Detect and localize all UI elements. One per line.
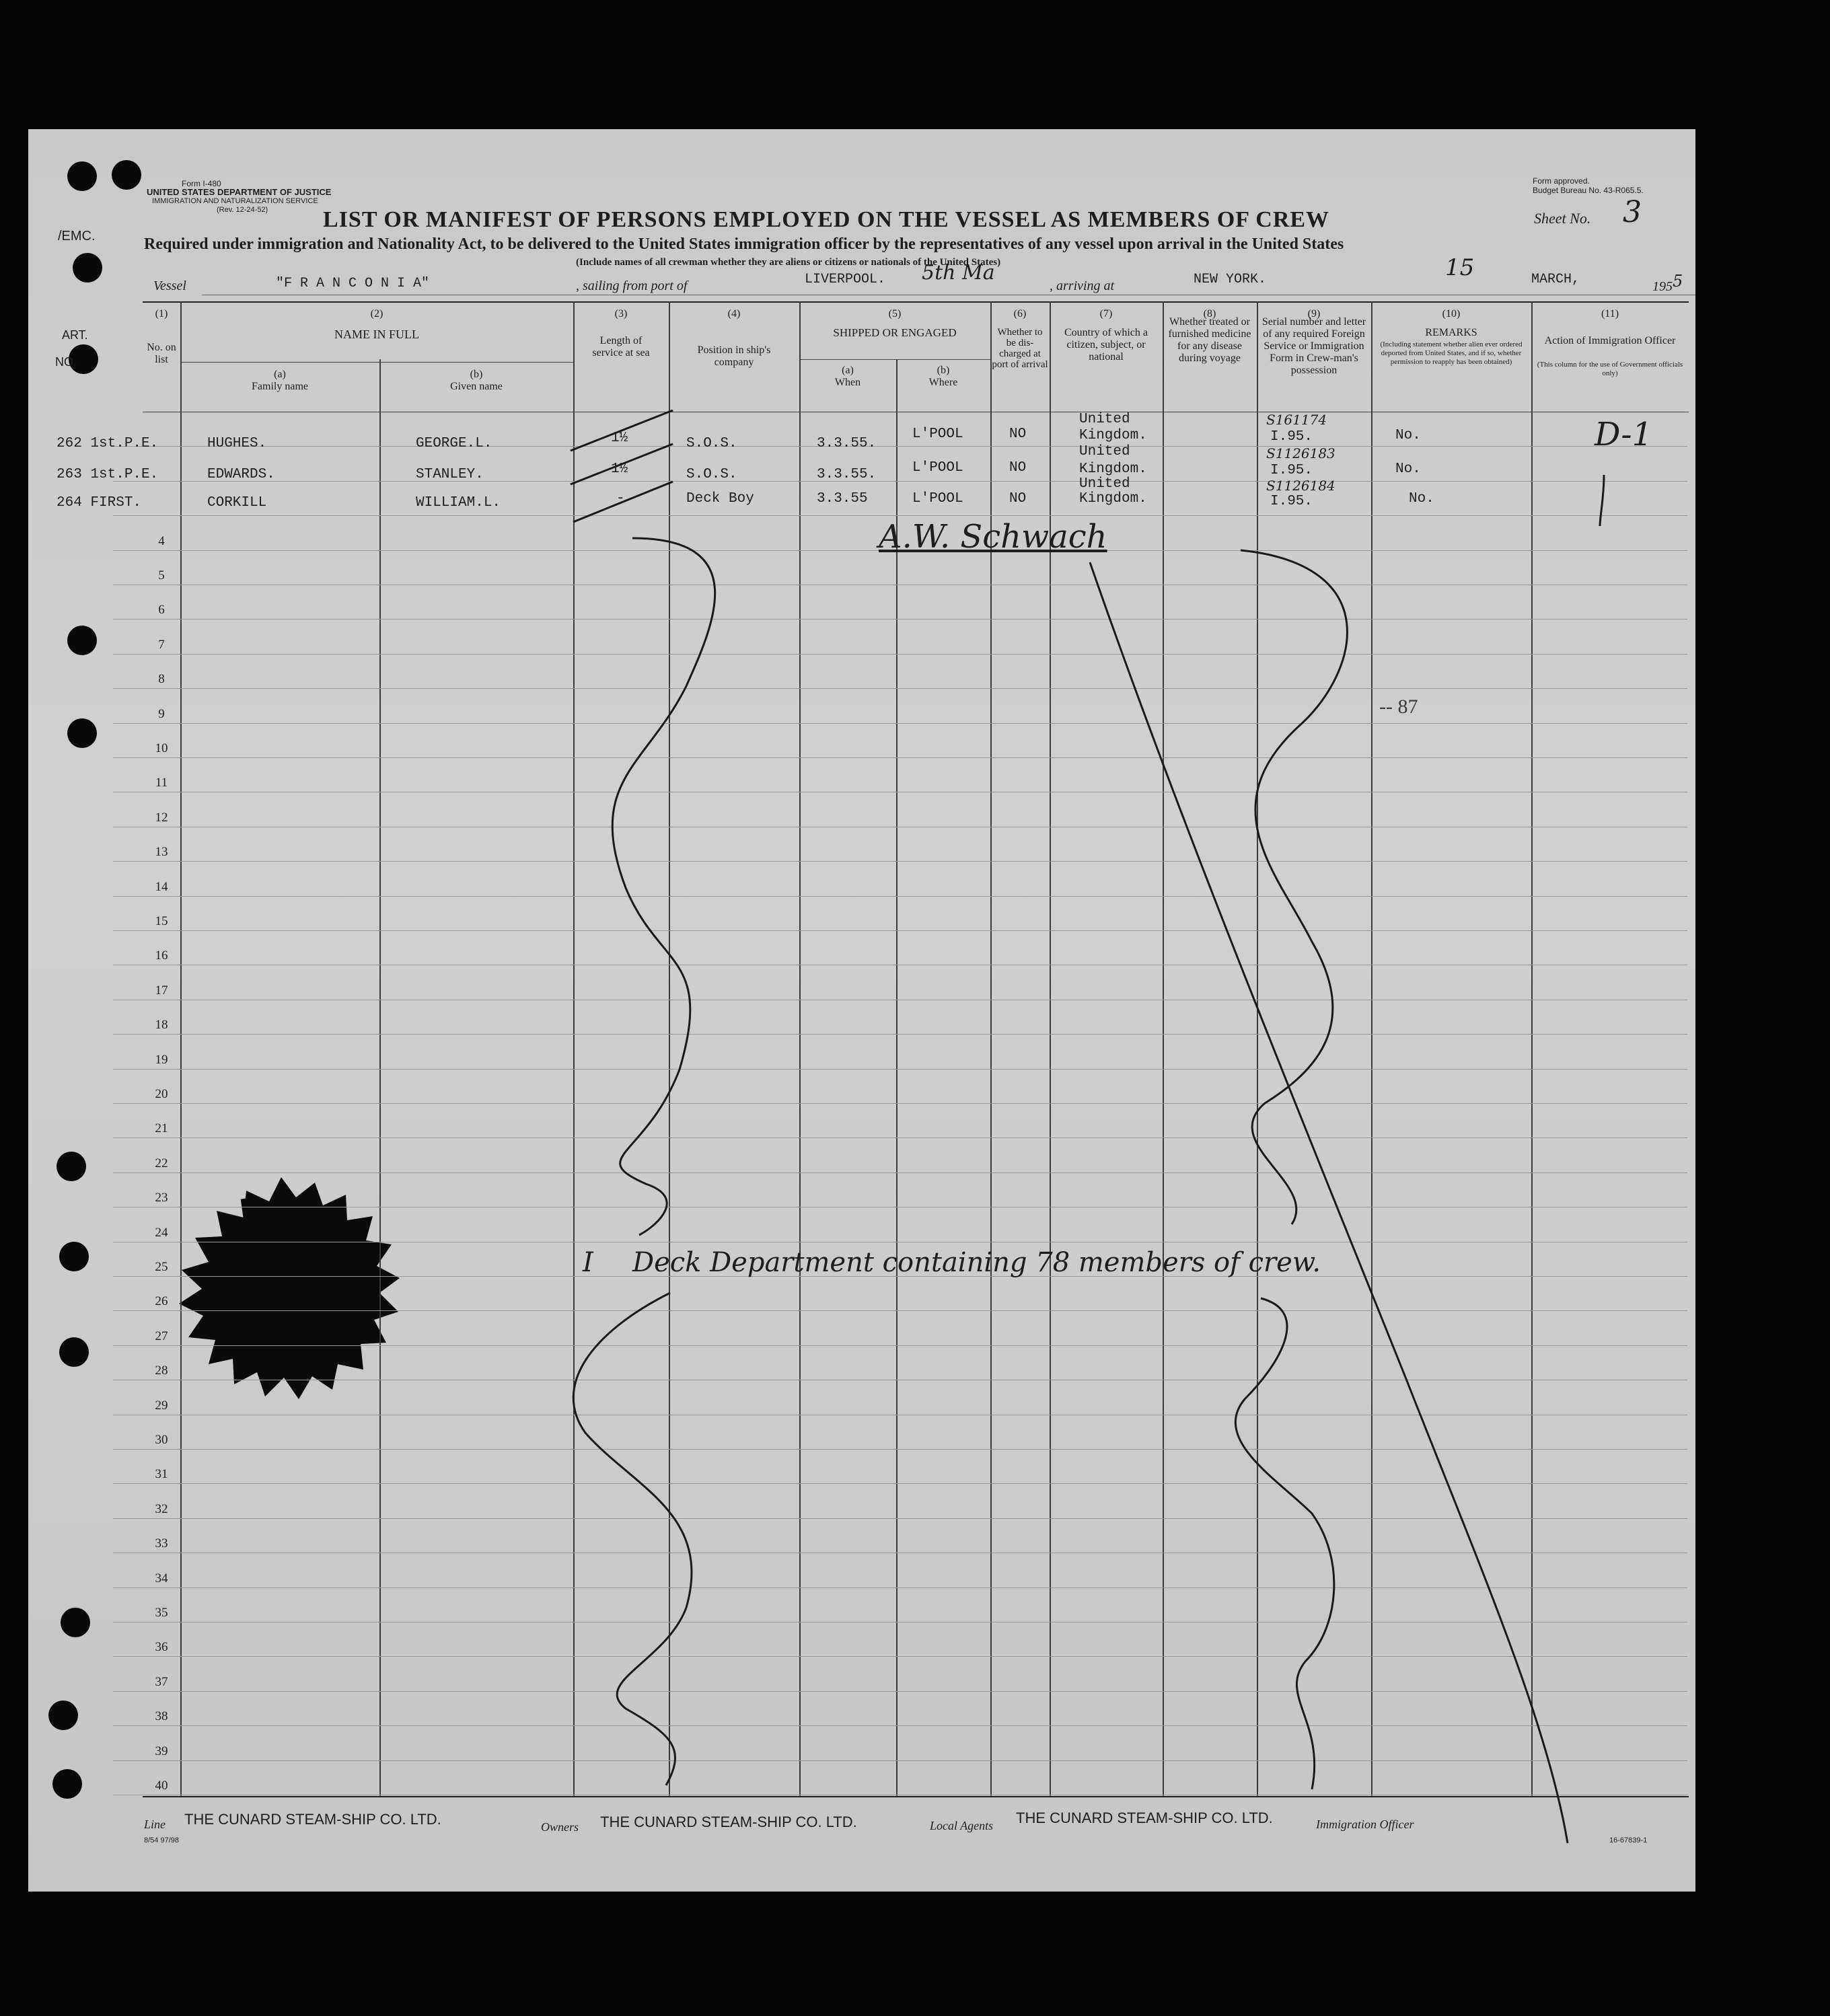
- arrival-year: 1955: [1652, 272, 1683, 294]
- col-header-no-on-list: No. on list: [147, 342, 176, 365]
- form-approved: Form approved.: [1533, 176, 1590, 186]
- budget-number: Budget Bureau No. 43-R065.5.: [1533, 186, 1644, 195]
- given-name: STANLEY.: [416, 467, 484, 482]
- serial-number: S1126183: [1266, 445, 1335, 461]
- col-4-number: (4): [727, 308, 741, 320]
- col-5b-number: (b): [937, 365, 950, 376]
- row-number: 37: [155, 1675, 168, 1689]
- col-6-number: (6): [1013, 308, 1027, 320]
- country-line-1: United: [1079, 444, 1130, 459]
- row-number: 18: [155, 1018, 168, 1032]
- col-2b-number: (b): [470, 369, 483, 380]
- shipped-when: 3.3.55.: [817, 467, 877, 482]
- arrival-day: 15: [1445, 254, 1475, 281]
- row-number: 33: [155, 1536, 168, 1551]
- row-number: 21: [155, 1121, 168, 1135]
- col-2a-number: (a): [274, 369, 286, 380]
- col-header-length-of-service: Length of service at sea: [592, 335, 650, 359]
- row-number: 40: [155, 1779, 168, 1793]
- col-header-country: Country of which a citizen, subject, or national: [1064, 327, 1148, 363]
- family-name: HUGHES.: [207, 436, 267, 451]
- art-number: 264 FIRST.: [57, 495, 142, 511]
- subtitle: Required under immigration and Nationality Act, to be delivered to the United States immigration officer by the representatives of any vessel upon arrival in the United States: [144, 235, 1344, 253]
- row-number: 13: [155, 845, 168, 859]
- shipped-where: L'POOL: [912, 426, 963, 442]
- remarks: No.: [1395, 428, 1421, 443]
- shipped-when: 3.3.55: [817, 491, 868, 507]
- sheet-label: Sheet No.: [1534, 210, 1591, 227]
- given-name: WILLIAM.L.: [416, 495, 501, 511]
- given-name: GEORGE.L.: [416, 436, 492, 451]
- col-header-family-name: Family name: [252, 381, 308, 392]
- col-7-number: (7): [1099, 308, 1113, 320]
- col-header-officials-note: (This column for the use of Government officials only): [1537, 361, 1683, 377]
- row-number: 19: [155, 1053, 168, 1067]
- row-number: 24: [155, 1226, 168, 1240]
- row-number: 27: [155, 1329, 168, 1343]
- col-header-immigration-action: Action of Immigration Officer: [1544, 335, 1676, 346]
- form-code: I.95.: [1270, 463, 1313, 478]
- include-note: (Include names of all crewman whether they are aliens or citizens or nationals of the United States): [576, 257, 1001, 268]
- row-number: 35: [155, 1606, 168, 1620]
- row-number: 20: [155, 1087, 168, 1101]
- col-header-name: NAME IN FULL: [334, 328, 419, 341]
- row-number: 26: [155, 1294, 168, 1308]
- remarks: No.: [1395, 461, 1421, 477]
- row-number: 38: [155, 1709, 168, 1723]
- shipped-when: 3.3.55.: [817, 436, 877, 451]
- row-number: 39: [155, 1744, 168, 1758]
- col-header-discharged: Whether to be dis-charged at port of arrival: [992, 327, 1048, 370]
- row-number: 15: [155, 914, 168, 928]
- col-5-number: (5): [888, 308, 902, 320]
- line-label: Line: [144, 1818, 166, 1831]
- owners-company: THE CUNARD STEAM-SHIP CO. LTD.: [600, 1814, 857, 1830]
- col-header-given-name: Given name: [450, 381, 503, 392]
- sailing-label: , sailing from port of: [576, 278, 688, 293]
- owners-label: Owners: [541, 1820, 579, 1834]
- art-label: ART.: [62, 328, 88, 342]
- row-number: 9: [158, 707, 165, 721]
- row-number: 22: [155, 1156, 168, 1170]
- row-number: 29: [155, 1398, 168, 1413]
- stamp-code: /EMC.: [58, 229, 96, 244]
- remark-tally: -- 87: [1379, 696, 1418, 718]
- row-number: 7: [158, 638, 165, 652]
- col-3-number: (3): [614, 308, 628, 320]
- col-header-remarks-note: (Including statement whether alien ever ordered deported from United States, and if so, whether permission to reapply has been obtained): [1380, 340, 1523, 366]
- row-number: 11: [155, 776, 168, 790]
- arrival-month: MARCH,: [1531, 272, 1580, 287]
- country-line-1: United: [1079, 412, 1130, 427]
- length-of-service: 1½: [611, 431, 628, 446]
- col-header-when: When: [834, 377, 861, 388]
- service: IMMIGRATION AND NATURALIZATION SERVICE: [152, 197, 318, 205]
- row-number: 14: [155, 880, 168, 894]
- col-header-serial-form: Serial number and letter of any required Foreign Service or Immigration Form in Crew-man's possession: [1261, 316, 1366, 376]
- col-header-remarks: REMARKS: [1425, 327, 1477, 338]
- discharged: NO: [1009, 491, 1027, 507]
- row-number: 16: [155, 948, 168, 963]
- department-roman-numeral: I: [583, 1247, 593, 1278]
- length-of-service: -: [616, 491, 625, 507]
- row-number: 32: [155, 1502, 168, 1516]
- shipped-where: L'POOL: [912, 491, 963, 507]
- col-8-number: (8): [1203, 308, 1216, 320]
- row-number: 4: [158, 534, 165, 548]
- sheet-number: 3: [1623, 195, 1642, 229]
- form-code: I.95.: [1270, 494, 1313, 509]
- row-number: 34: [155, 1571, 168, 1585]
- length-of-service: 1½: [611, 461, 628, 477]
- serial-number: S1126184: [1266, 478, 1335, 494]
- col-1-number: (1): [155, 308, 168, 320]
- col-header-shipped-engaged: SHIPPED OR ENGAGED: [833, 326, 957, 339]
- country-line-2: Kingdom.: [1079, 428, 1147, 443]
- officer-action-mark: D-1: [1595, 416, 1653, 453]
- department-summary: Deck Department containing 78 members of crew.: [632, 1247, 1321, 1278]
- row-number: 17: [155, 983, 168, 998]
- col-2-number: (2): [370, 308, 383, 320]
- discharged: NO: [1009, 426, 1027, 442]
- department: UNITED STATES DEPARTMENT OF JUSTICE: [147, 187, 332, 197]
- row-number: 6: [158, 603, 165, 617]
- immigration-officer-label: Immigration Officer: [1316, 1818, 1414, 1831]
- row-number: 31: [155, 1467, 168, 1481]
- family-name: CORKILL: [207, 495, 267, 511]
- discharged: NO: [1009, 460, 1027, 476]
- col-5a-number: (a): [842, 365, 854, 376]
- shipped-where: L'POOL: [912, 460, 963, 476]
- col-header-medicine: Whether treated or furnished medicine for any disease during voyage: [1168, 316, 1251, 364]
- arrival-port: NEW YORK.: [1194, 272, 1267, 287]
- country-line-2: Kingdom.: [1079, 461, 1147, 477]
- country-line-2: Kingdom.: [1079, 491, 1147, 507]
- remarks: No.: [1409, 491, 1434, 507]
- arriving-label: , arriving at: [1050, 278, 1115, 293]
- row-number: 28: [155, 1364, 168, 1378]
- col-header-where: Where: [928, 377, 958, 388]
- row-number: 30: [155, 1433, 168, 1447]
- sailing-port: LIVERPOOL.: [805, 272, 886, 287]
- sailing-date-handwritten: 5th Ma: [922, 261, 995, 285]
- print-code: 8/54 97/98: [144, 1836, 179, 1844]
- row-number: 10: [155, 741, 168, 755]
- form-code: I.95.: [1270, 429, 1313, 445]
- row-number: 8: [158, 672, 165, 686]
- local-agents-label: Local Agents: [930, 1819, 994, 1832]
- row-number: 12: [155, 811, 168, 825]
- manifest-title: LIST OR MANIFEST OF PERSONS EMPLOYED ON THE VESSEL AS MEMBERS OF CREW: [323, 207, 1330, 232]
- col-10-number: (10): [1442, 308, 1461, 320]
- row-number: 36: [155, 1640, 168, 1654]
- art-number: 263 1st.P.E.: [57, 467, 159, 482]
- vessel-label: Vessel: [153, 278, 186, 293]
- revision: (Rev. 12-24-52): [217, 206, 268, 214]
- local-agents-company: THE CUNARD STEAM-SHIP CO. LTD.: [1016, 1809, 1273, 1826]
- serial-number: S161174: [1266, 412, 1327, 428]
- officer-signature: A.W. Schwach: [879, 518, 1107, 556]
- vessel-name: "F R A N C O N I A": [276, 276, 430, 291]
- position: Deck Boy: [686, 491, 754, 507]
- country-line-1: United: [1079, 476, 1130, 492]
- line-company: THE CUNARD STEAM-SHIP CO. LTD.: [184, 1811, 441, 1828]
- position: S.O.S.: [686, 467, 737, 482]
- position: S.O.S.: [686, 436, 737, 451]
- col-11-number: (11): [1601, 308, 1619, 320]
- col-header-position: Position in ship's company: [697, 344, 771, 368]
- family-name: EDWARDS.: [207, 467, 275, 482]
- no-label: NO.: [55, 355, 77, 369]
- art-number: 262 1st.P.E.: [57, 436, 159, 451]
- row-number: 23: [155, 1191, 168, 1205]
- form-number: Form I-480: [182, 179, 221, 188]
- col-9-number: (9): [1307, 308, 1321, 320]
- row-number: 25: [155, 1260, 168, 1274]
- gpo-code: 16-67839-1: [1609, 1836, 1648, 1844]
- row-number: 5: [158, 568, 165, 583]
